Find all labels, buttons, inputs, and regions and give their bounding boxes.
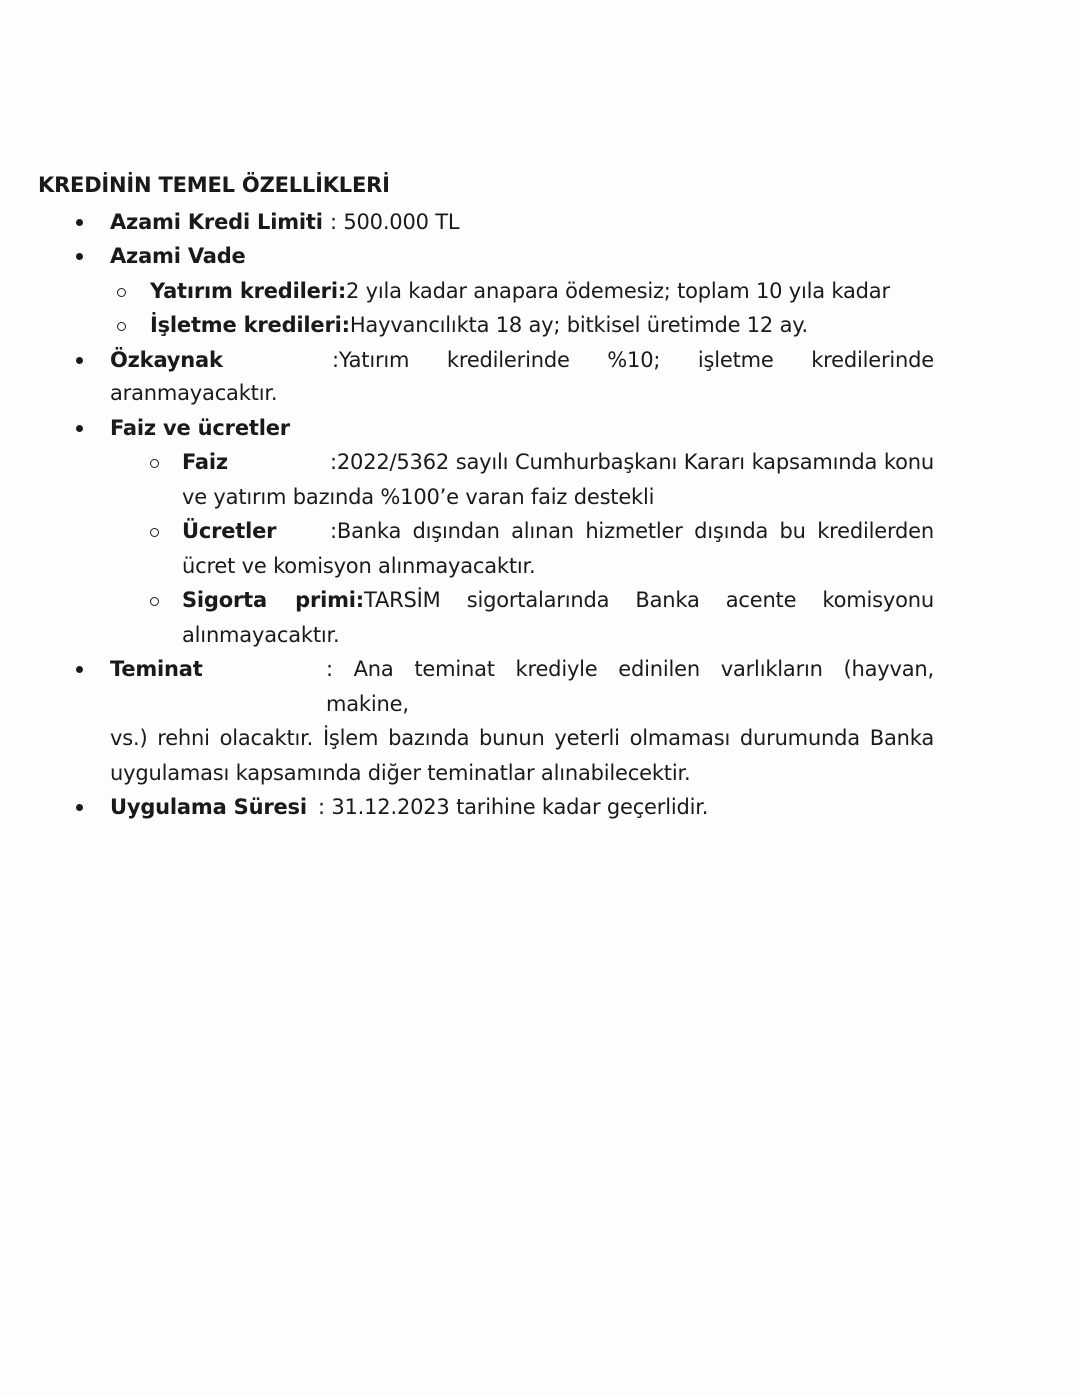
sublist-item-sigorta-cont (38, 618, 934, 653)
item-label: İşletme kredileri: (150, 313, 350, 337)
sublist-item-yatirim (38, 274, 934, 309)
sublist-item-ucretler-cont (38, 549, 934, 584)
bullet-icon (76, 357, 83, 364)
item-value: ücret ve komisyon alınmayacaktır. (182, 553, 536, 578)
bullet-icon (76, 253, 83, 260)
sublist-item-ucretler (38, 514, 934, 549)
bullet-icon (76, 219, 83, 226)
item-value: uygulaması kapsamında diğer teminatlar alınabilecektir. (110, 760, 691, 785)
item-label: Uygulama Süresi (110, 795, 307, 819)
item-value: :Banka dışından alınan hizmetler dışında bu kredilerden (330, 519, 934, 543)
sublist-item-faiz (38, 445, 934, 480)
item-label: Faiz ve ücretler (110, 415, 290, 440)
item-value: vs.) rehni olacaktır. İşlem bazında bunun yeterli olmaması durumunda Banka (110, 726, 934, 750)
bullet-icon (76, 425, 83, 432)
item-value: : Ana teminat krediyle edinilen varlıkların (hayvan, makine, (326, 657, 934, 716)
item-value: 2 yıla kadar anapara ödemesiz; toplam 10 yıla kadar (346, 278, 890, 303)
bullet-icon (76, 804, 83, 811)
sublist-item-sigorta (38, 583, 934, 618)
list-item-limit (38, 205, 934, 240)
item-label: Özkaynak (110, 347, 223, 372)
list-item-faiz-ucretler (38, 411, 934, 446)
list-item-ozkaynak (38, 343, 934, 378)
item-value: :2022/5362 sayılı Cumhurbaşkanı Kararı kapsamında konu (330, 450, 934, 474)
item-label: Ücretler (182, 519, 277, 543)
item-value: alınmayacaktır. (182, 622, 340, 647)
item-label: Teminat (110, 657, 203, 681)
circle-bullet-icon (117, 288, 126, 297)
item-label: Yatırım kredileri: (150, 278, 347, 303)
item-value: aranmayacaktır. (110, 381, 278, 405)
item-value: : 500.000 TL (330, 209, 460, 234)
list-item-teminat-cont (38, 721, 934, 756)
section-heading: KREDİNİN TEMEL ÖZELLİKLERİ (38, 173, 390, 197)
item-label: Sigorta primi: (182, 588, 364, 612)
list-item-sure (38, 790, 934, 825)
item-value: ve yatırım bazında %100’e varan faiz destekli (182, 484, 655, 509)
circle-bullet-icon (117, 322, 126, 331)
item-value: : 31.12.2023 tarihine kadar geçerlidir. (318, 795, 709, 819)
circle-bullet-icon (150, 597, 159, 606)
item-label: Azami Vade (110, 244, 246, 268)
circle-bullet-icon (150, 528, 159, 537)
document-body (38, 168, 934, 825)
sublist-item-faiz-cont (38, 480, 934, 515)
item-value: Hayvancılıkta 18 ay; bitkisel üretimde 12 ay. (349, 313, 808, 337)
item-value: TARSİM sigortalarında Banka acente komisyonu (364, 588, 934, 612)
item-value: :Yatırım kredilerinde %10; işletme kredilerinde (332, 347, 934, 372)
sublist-item-isletme (38, 308, 934, 343)
item-label: Faiz (182, 450, 228, 474)
list-item-vade (38, 239, 934, 274)
list-item-ozkaynak-cont (38, 376, 934, 411)
list-item-teminat-cont2 (38, 756, 934, 791)
bullet-icon (76, 666, 83, 673)
list-item-teminat (38, 652, 934, 721)
item-label: Azami Kredi Limiti (110, 209, 323, 234)
circle-bullet-icon (150, 459, 159, 468)
